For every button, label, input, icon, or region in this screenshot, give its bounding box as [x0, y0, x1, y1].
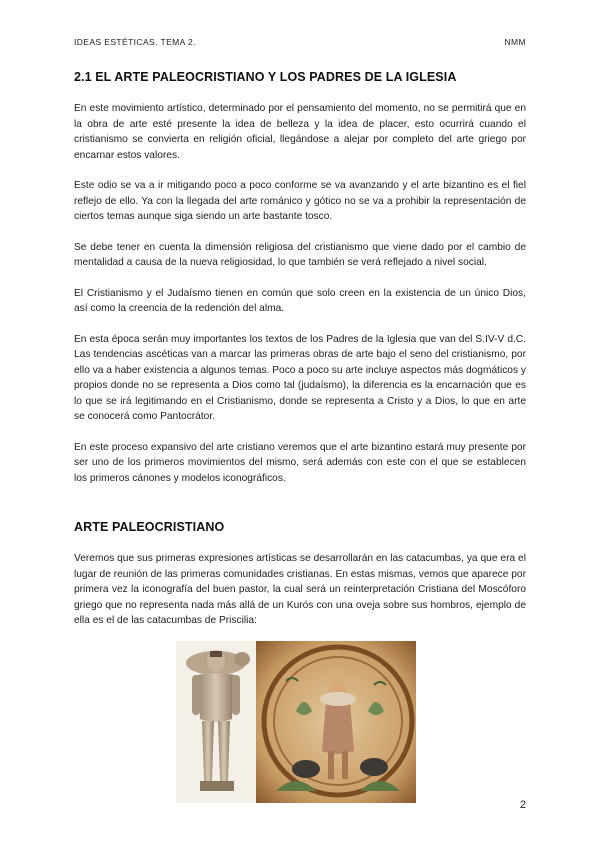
- header-initials: NMM: [504, 37, 526, 47]
- header-title: IDEAS ESTÉTICAS. TEMA 2.: [74, 37, 196, 47]
- paragraph: Este odio se va a ir mitigando poco a poco conforme se va avanzando y el arte bizantino es el fiel reflejo de ello. Ya con la llegada del arte románico y gótico no se va a prohibir la representación de ciertos temas aunque siga siendo un arte bastante tosco.: [74, 180, 526, 222]
- illustration-figure: [176, 641, 416, 803]
- page-number: 2: [519, 799, 526, 811]
- subsection-heading: ARTE PALEOCRISTIANO: [74, 520, 225, 534]
- paragraph: Se debe tener en cuenta la dimensión religiosa del cristianismo que viene dado por el cambio de mentalidad a causa de la nueva religiosidad, lo que también se verá reflejado a nivel social.: [74, 241, 526, 268]
- moscoforo-statue-image: [176, 641, 256, 803]
- paragraph: Veremos que sus primeras expresiones artísticas se desarrollarán en las catacumbas, ya que era el lugar de reunión de las primeras comunidades cristianas. En estas mismas, vemos que aparece por primera vez la iconografía del buen pastor, la cual será un reinterpretación Cristiana del Moscóforo griego que no representa nada más allá de un Kurós con una oveja sobre sus hombros, ejemplo de ella es el de las catacumbas de Priscilia:: [74, 553, 526, 626]
- running-header: [74, 37, 526, 47]
- buen-pastor-fresco-image: [256, 641, 416, 803]
- paragraph: En este proceso expansivo del arte cristiano veremos que el arte bizantino estará muy presente por ser uno de los primeros movimientos del mismo, será además con este con el que se establecen los primeros cánones y modelos iconográficos.: [74, 441, 526, 484]
- paragraph: En esta época serán muy importantes los textos de los Padres de la Iglesia que van del S.IV-V d.C. Las tendencias ascéticas van a marcar las primeras obras de arte bajo el seno del cristianismo, por ello va a haber existencia a algunos temas. Poco a poco su arte incluye aspectos más dogmáticos y propios donde no se representa a Dios como tal (judaísmo), la diferencia es la encarnación que es lo que se irá legitimando en el Cristianismo, donde se representa a Cristo y a Dios, lo que en arte se conocerá como Pantocrátor.: [74, 333, 526, 422]
- paragraph: En este movimiento artístico, determinado por el pensamiento del momento, no se permitirá que en la obra de arte esté presente la idea de belleza y la idea de placer, esto ocurrirá cuando el cristianismo se convierta en religión oficial, llegándose a alejar por completo del arte griego por encarnar estos valores.: [74, 103, 526, 161]
- paragraph: El Cristianismo y el Judaísmo tienen en común que solo creen en la existencia de un único Dios, así como la creencia de la redención del alma.: [74, 287, 526, 314]
- document-body: [74, 70, 526, 629]
- section-heading: 2.1 EL ARTE PALEOCRISTIANO Y LOS PADRES DE LA IGLESIA: [74, 70, 457, 84]
